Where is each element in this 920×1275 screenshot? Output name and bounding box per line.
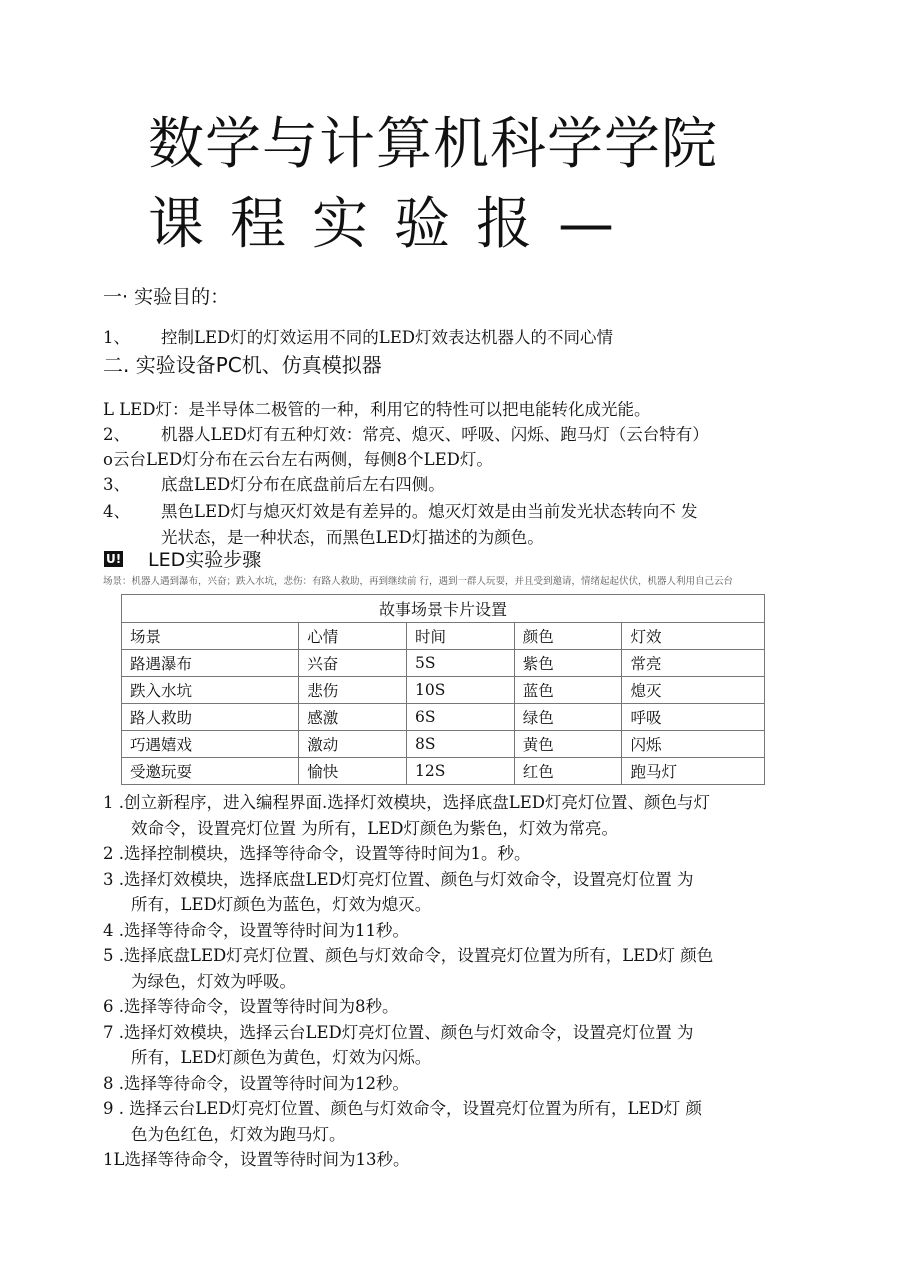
item-number: 4、 bbox=[103, 502, 130, 521]
table-cell: 路人救助 bbox=[122, 704, 299, 731]
step-line: 6 .选择等待命令，设置等待时间为8秒。 bbox=[103, 997, 399, 1016]
section2-item bbox=[103, 396, 650, 420]
item-text: 黑色LED灯与熄灭灯效是有差异的。熄灭灯效是由当前发光状态转向不 发 bbox=[161, 502, 698, 521]
table-cell: 感激 bbox=[299, 704, 407, 731]
table-cell: 跑马灯 bbox=[622, 758, 765, 785]
table-row bbox=[122, 758, 765, 785]
step-line: 5 .选择底盘LED灯亮灯位置、颜色与灯效命令，设置亮灯位置为所有，LED灯 颜色 bbox=[103, 946, 714, 965]
table-cell: 红色 bbox=[514, 758, 622, 785]
section1-heading: 一· 实验目的： bbox=[103, 286, 230, 308]
table-cell: 黄色 bbox=[514, 731, 622, 758]
title-line-2: 课程实验报— bbox=[148, 192, 640, 257]
table-row bbox=[122, 677, 765, 704]
table-cell: 6S bbox=[407, 704, 515, 731]
step-line: 8 .选择等待命令，设置等待时间为12秒。 bbox=[103, 1073, 409, 1093]
step-line: 1 .创立新程序，进入编程界面.选择灯效模块，选择底盘LED灯亮灯位置、颜色与灯 bbox=[103, 793, 710, 812]
step-line: 为绿色，灯效为呼吸。 bbox=[131, 971, 296, 991]
step-line: 2 .选择控制模块，选择等待命令，设置等待时间为1。秒。 bbox=[103, 844, 531, 863]
table-row bbox=[122, 731, 765, 758]
table-cell: 呼吸 bbox=[622, 704, 765, 731]
section2-heading: 二. 实验设备PC机、仿真模拟器 bbox=[103, 353, 382, 377]
item-number: o bbox=[103, 450, 113, 469]
table-cell: 路遇瀑布 bbox=[122, 650, 299, 677]
table-cell: 12S bbox=[407, 758, 515, 785]
section2-item bbox=[103, 471, 445, 495]
title-line-1: 数学与计算机科学学院 bbox=[148, 112, 718, 177]
table-cell: 熄灭 bbox=[622, 677, 765, 704]
item-text: LED灯：是半导体二极管的一种，利用它的特性可以把电能转化成光能。 bbox=[119, 400, 651, 419]
story-scene-table bbox=[121, 594, 765, 785]
table-cell: 愉快 bbox=[299, 758, 407, 785]
item-number: 1、 bbox=[103, 328, 130, 347]
header-cell: 颜色 bbox=[514, 623, 622, 650]
step-line: 色为色红色，灯效为跑马灯。 bbox=[131, 1124, 346, 1144]
step-line: 效命令，设置亮灯位置 为所有，LED灯颜色为紫色，灯效为常亮。 bbox=[131, 818, 618, 838]
table-cell: 闪烁 bbox=[622, 731, 765, 758]
table-cell: 跌入水坑 bbox=[122, 677, 299, 704]
section2-item bbox=[103, 421, 709, 445]
section2-item bbox=[103, 498, 697, 522]
item-text: 底盘LED灯分布在底盘前后左右四侧。 bbox=[161, 475, 445, 494]
section3-heading: LED实验步骤 bbox=[148, 549, 262, 571]
steps-list bbox=[103, 790, 793, 1173]
header-cell: 时间 bbox=[407, 623, 515, 650]
table-cell: 常亮 bbox=[622, 650, 765, 677]
header-cell: 心情 bbox=[299, 623, 407, 650]
section2-item-continuation: 光状态，是一种状态，而黑色LED灯描述的为颜色。 bbox=[161, 528, 544, 547]
section3-overlap-text: 场景：机器人遇到瀑布，兴奋；跌入水坑，悲伤：有路人救助，再到继续前 行，遇到一群人玩耍，并且受到邀请，情绪起起伏伏，机器人利用自己云台 bbox=[103, 576, 734, 587]
item-text: 机器人LED灯有五种灯效：常亮、熄灭、呼吸、闪烁、跑马灯（云台特有） bbox=[161, 425, 709, 444]
table-cell: 受邀玩耍 bbox=[122, 758, 299, 785]
item-text: 控制LED灯的灯效运用不同的LED灯效表达机器人的不同心情 bbox=[161, 328, 613, 347]
item-number: 2、 bbox=[103, 425, 130, 444]
header-cell: 场景 bbox=[122, 623, 299, 650]
table-cell: 激动 bbox=[299, 731, 407, 758]
table-cell: 紫色 bbox=[514, 650, 622, 677]
table-cell: 绿色 bbox=[514, 704, 622, 731]
step-line: 所有，LED灯颜色为黄色，灯效为闪烁。 bbox=[131, 1048, 432, 1067]
item-number: 3、 bbox=[103, 475, 130, 494]
table-cell: 巧遇嬉戏 bbox=[122, 731, 299, 758]
table-row bbox=[122, 704, 765, 731]
step-line: 7 .选择灯效模块，选择云台LED灯亮灯位置、颜色与灯效命令，设置亮灯位置 为 bbox=[103, 1022, 694, 1042]
table-cell: 兴奋 bbox=[299, 650, 407, 677]
table-cell: 10S bbox=[407, 677, 515, 704]
step-line: 所有，LED灯颜色为蓝色，灯效为熄灭。 bbox=[131, 895, 432, 914]
header-cell: 灯效 bbox=[622, 623, 765, 650]
section1-item bbox=[103, 324, 613, 348]
table-row bbox=[122, 650, 765, 677]
table-cell: 8S bbox=[407, 731, 515, 758]
step-line: 3 .选择灯效模块，选择底盘LED灯亮灯位置、颜色与灯效命令，设置亮灯位置 为 bbox=[103, 869, 694, 889]
step-line: 9 . 选择云台LED灯亮灯位置、颜色与灯效命令，设置亮灯位置为所有，LED灯 颜 bbox=[103, 1099, 702, 1118]
item-number: L bbox=[103, 400, 114, 419]
table-caption: 故事场景卡片设置 bbox=[122, 595, 765, 623]
table-cell: 蓝色 bbox=[514, 677, 622, 704]
table-header-row bbox=[122, 623, 765, 650]
section3-badge: U! bbox=[106, 552, 122, 566]
table-cell: 5S bbox=[407, 650, 515, 677]
section2-item bbox=[103, 446, 493, 470]
table-cell: 悲伤 bbox=[299, 677, 407, 704]
step-line: 4 .选择等待命令，设置等待时间为11秒。 bbox=[103, 920, 409, 940]
item-text: 云台LED灯分布在云台左右两侧，每侧8个LED灯。 bbox=[112, 450, 493, 469]
step-line: 1L选择等待命令，设置等待时间为13秒。 bbox=[103, 1150, 410, 1169]
